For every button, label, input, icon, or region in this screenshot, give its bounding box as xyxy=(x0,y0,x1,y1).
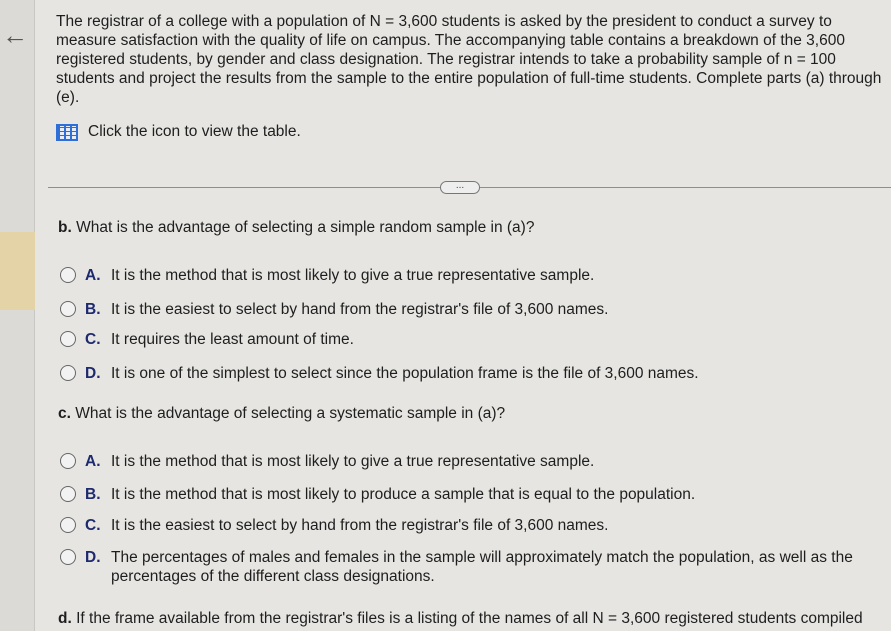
option-text: The percentages of males and females in the sample will approximately match the population, as well as the percentages of the different class designations. xyxy=(111,549,853,585)
option-c-c[interactable] xyxy=(60,516,608,535)
option-c-a[interactable] xyxy=(60,452,594,471)
question-b: b. What is the advantage of selecting a simple random sample in (a)? xyxy=(58,219,535,236)
radio-button[interactable] xyxy=(60,267,76,283)
radio-button[interactable] xyxy=(60,301,76,317)
radio-button[interactable] xyxy=(60,549,76,565)
table-icon[interactable] xyxy=(56,124,78,141)
radio-button[interactable] xyxy=(60,486,76,502)
option-text: It is the easiest to select by hand from the registrar's file of 3,600 names. xyxy=(111,517,609,534)
option-letter: B. xyxy=(85,486,101,503)
option-text: It is the easiest to select by hand from the registrar's file of 3,600 names. xyxy=(111,301,609,318)
option-letter: B. xyxy=(85,301,101,318)
question-c: c. What is the advantage of selecting a systematic sample in (a)? xyxy=(58,405,506,422)
option-letter: C. xyxy=(85,331,101,348)
option-text: It requires the least amount of time. xyxy=(111,331,354,348)
radio-button[interactable] xyxy=(60,453,76,469)
view-table-label: Click the icon to view the table. xyxy=(88,123,301,140)
option-b-c[interactable] xyxy=(60,330,354,349)
option-letter: D. xyxy=(85,365,101,382)
option-b-b[interactable] xyxy=(60,300,608,319)
option-letter: A. xyxy=(85,267,101,284)
radio-button[interactable] xyxy=(60,331,76,347)
expand-more-button[interactable]: ... xyxy=(440,181,480,194)
problem-statement: The registrar of a college with a population of N = 3,600 students is asked by the president to conduct a survey to measure satisfaction with the quality of life on campus. The accompanying table contains a breakdown of the 3,600 registered students, by gender and class designation. The registrar intends to take a probability sample of n = 100 students and project the results from the sample to the entire population of full-time students. Complete parts (a) through (e). xyxy=(56,13,882,106)
option-b-a[interactable] xyxy=(60,266,594,285)
option-text: It is the method that is most likely to give a true representative sample. xyxy=(111,453,595,470)
option-letter: C. xyxy=(85,517,101,534)
left-sidebar xyxy=(0,0,35,631)
option-c-d[interactable] xyxy=(60,548,860,586)
option-text: It is one of the simplest to select since the population frame is the file of 3,600 names. xyxy=(111,365,699,382)
option-b-d[interactable] xyxy=(60,364,699,383)
option-c-b[interactable] xyxy=(60,485,695,504)
option-letter: A. xyxy=(85,453,101,470)
radio-button[interactable] xyxy=(60,365,76,381)
sidebar-highlight xyxy=(0,232,35,310)
option-letter: D. xyxy=(85,549,101,566)
radio-button[interactable] xyxy=(60,517,76,533)
back-arrow-icon[interactable]: ← xyxy=(2,20,28,50)
question-d: d. If the frame available from the registrar's files is a listing of the names of all N = 3,600 registered students compiled xyxy=(58,610,863,627)
view-table-link[interactable] xyxy=(56,123,886,141)
option-text: It is the method that is most likely to produce a sample that is equal to the population. xyxy=(111,486,696,503)
option-text: It is the method that is most likely to give a true representative sample. xyxy=(111,267,595,284)
